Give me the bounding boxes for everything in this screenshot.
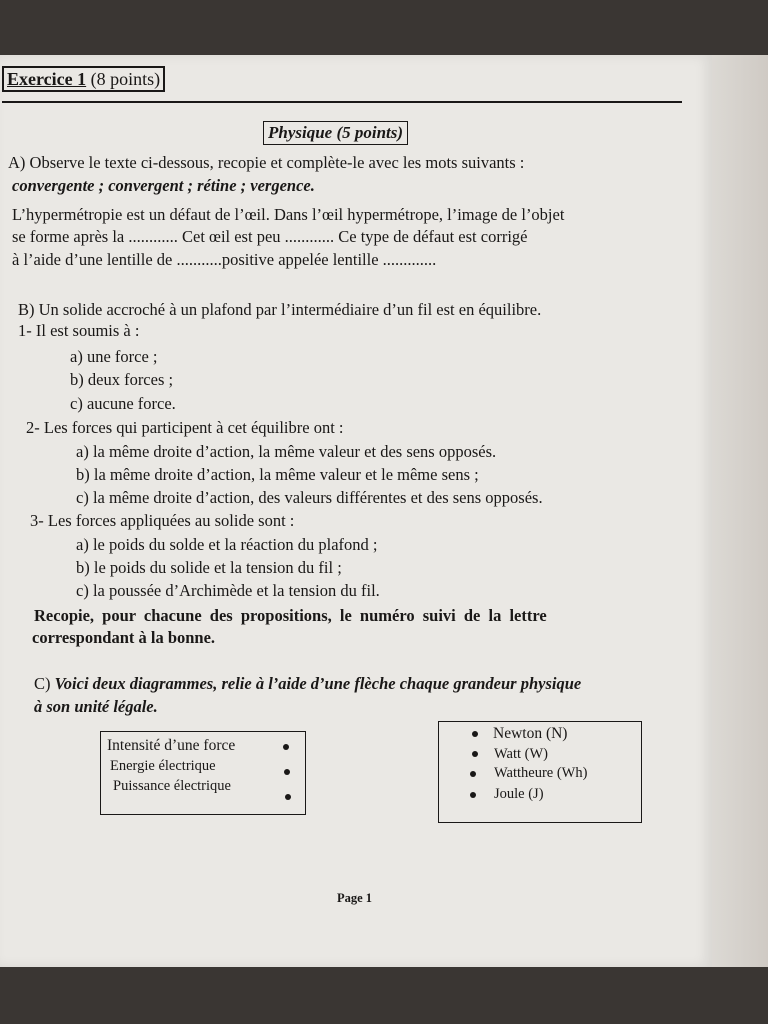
question-3-option-a: a) le poids du solde et la réaction du plafond ;: [76, 535, 378, 554]
question-1-option-a: a) une force ;: [70, 347, 158, 366]
question-2-label: 2- Les forces qui participent à cet équilibre ont :: [26, 418, 344, 437]
quantity-energy: Energie électrique: [110, 758, 216, 774]
unit-wattheure: Wattheure (Wh): [494, 765, 588, 781]
question-3-label: 3- Les forces appliquées au solide sont :: [30, 511, 295, 530]
partC-instruction-line1: Voici deux diagrammes, relie à l’aide d’une flèche chaque grandeur physique: [54, 674, 582, 693]
exercise-points: (8 points): [90, 69, 161, 89]
partB-instruction-line1: Recopie, pour chacune des propositions, le numéro suivi de la lettre: [34, 606, 547, 625]
partA-text-line3: à l’aide d’une lentille de ...........positive appelée lentille .............: [12, 250, 437, 269]
unit-watt-dot: [472, 751, 478, 757]
quantity-power-dot: [285, 794, 291, 800]
partA-text-line1: L’hypermétropie est un défaut de l’œil. Dans l’œil hypermétrope, l’image de l’objet: [12, 205, 565, 224]
quantity-energy-dot: [284, 769, 290, 775]
unit-newton: Newton (N): [493, 725, 568, 742]
background-surface: [0, 967, 768, 1024]
question-3-option-b: b) le poids du solide et la tension du fil ;: [76, 558, 342, 577]
question-3-option-c: c) la poussée d’Archimède et la tension du fil.: [76, 581, 380, 600]
question-2-option-b: b) la même droite d’action, la même valeur et le même sens ;: [76, 465, 479, 484]
unit-watt: Watt (W): [494, 746, 548, 762]
question-1-option-b: b) deux forces ;: [70, 370, 174, 389]
partA-words: convergente ; convergent ; rétine ; vergence.: [12, 176, 315, 195]
quantity-power: Puissance électrique: [113, 778, 231, 794]
paper-edge: [712, 55, 768, 967]
exercise-name: Exercice 1: [7, 69, 87, 89]
page-number: Page 1: [337, 891, 373, 905]
question-1-label: 1- Il est soumis à :: [18, 321, 140, 340]
question-1-option-c: c) aucune force.: [70, 394, 176, 413]
partC-label: C): [34, 674, 51, 693]
exercise-title: [2, 66, 165, 92]
unit-newton-dot: [472, 731, 478, 737]
partC-instruction-line2: à son unité légale.: [34, 697, 158, 716]
partB-intro: B) Un solide accroché à un plafond par l’intermédiaire d’un fil est en équilibre.: [18, 300, 542, 319]
quantity-force-dot: [283, 744, 289, 750]
unit-joule-dot: [470, 792, 476, 798]
partB-instruction-line2: correspondant à la bonne.: [32, 628, 216, 647]
question-2-option-a: a) la même droite d’action, la même valeur et des sens opposés.: [76, 442, 497, 461]
partA-instruction: A) Observe le texte ci-dessous, recopie et complète-le avec les mots suivants :: [8, 153, 525, 172]
section-title: Physique (5 points): [263, 121, 408, 145]
partA-text-line2: se forme après la ............ Cet œil est peu ............ Ce type de défaut est corrigé: [12, 227, 528, 246]
quantity-force: Intensité d’une force: [107, 737, 236, 754]
unit-joule: Joule (J): [494, 786, 544, 802]
question-2-option-c: c) la même droite d’action, des valeurs différentes et des sens opposés.: [76, 488, 543, 507]
unit-wattheure-dot: [470, 771, 476, 777]
header-rule: [2, 101, 682, 103]
